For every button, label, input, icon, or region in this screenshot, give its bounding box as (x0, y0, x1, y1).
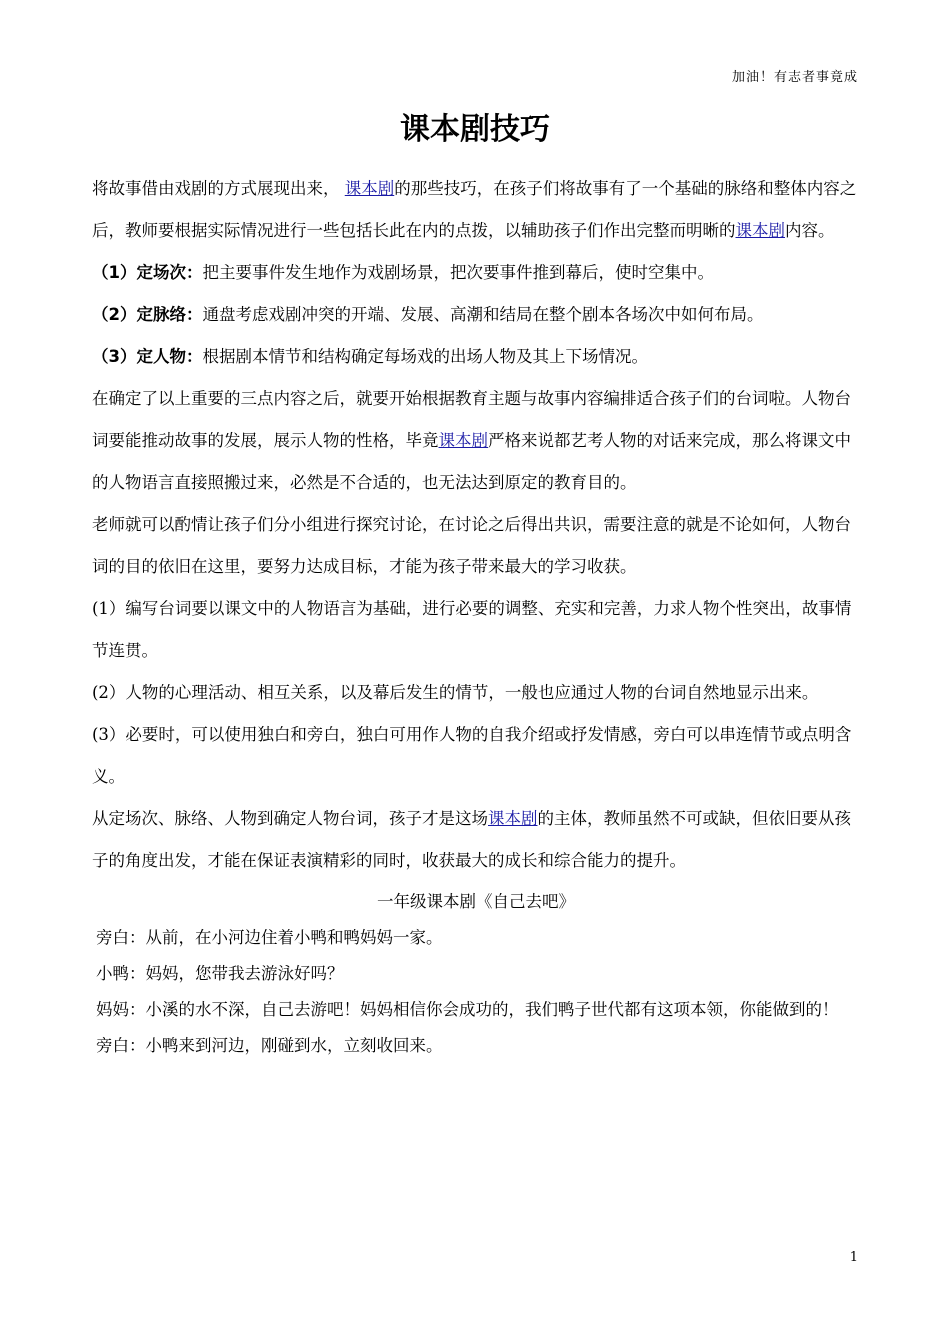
conclusion-paragraph (92, 798, 860, 882)
play-title: 一年级课本剧《自己去吧》 (377, 892, 575, 911)
intro-text-middle: 的那些技巧，在孩子们将故事有了一个基础的脉络和整体内容之后，教师要根据实际情况进行一些包括长此在内的点拨，以辅助孩子们作出完整而明晰的 (92, 179, 857, 240)
step-text: 根据剧本情节和结构确定每场戏的出场人物及其上下场情况。 (202, 347, 648, 366)
conclusion-end: 的主体，教师虽然不可或缺，但依旧要从孩子的角度出发，才能在保证表演精彩的同时，收获最大的成长和综合能力的提升。 (92, 809, 851, 870)
rule-item: (1）编写台词要以课文中的人物语言为基础，进行必要的调整、充实和完善，力求人物个性突出，故事情节连贯。 (92, 599, 852, 660)
dialogue-intro-start: 在确定了以上重要的三点内容之后，就要开始根据教育主题与故事内容编排适合孩子们的台词啦。人物台词要能推动故事的发展，展示人物的性格，毕竟 (92, 389, 851, 450)
dialogue-line: 小鸭：妈妈，您带我去游泳好吗？ (96, 964, 344, 983)
document-body (92, 168, 860, 1064)
conclusion-start: 从定场次、脉络、人物到确定人物台词，孩子才是这场 (92, 809, 488, 828)
step-item (92, 336, 860, 378)
step-label: （2）定脉络： (92, 305, 203, 324)
dialogue-line: 妈妈：小溪的水不深，自己去游吧！妈妈相信你会成功的，我们鸭子世代都有这项本领，你能做到的！ (96, 1000, 839, 1019)
dialogue-intro-end: 严格来说都艺考人物的对话来完成，那么将课文中的人物语言直接照搬过来，必然是不合适的，也无法达到原定的教育目的。 (92, 431, 851, 492)
step-item (92, 252, 860, 294)
intro-text-end: 内容。 (785, 221, 835, 240)
page-number: 1 (849, 1250, 858, 1265)
rule-item: (2）人物的心理活动、相互关系，以及幕后发生的情节，一般也应通过人物的台词自然地显示出来。 (92, 683, 819, 702)
dialogue-line: 旁白：小鸭来到河边，刚碰到水，立刻收回来。 (96, 1036, 443, 1055)
header-motto: 加油！有志者事竟成 (731, 70, 858, 85)
link-course-drama[interactable]: 课本剧 (344, 179, 395, 198)
teacher-paragraph: 老师就可以酌情让孩子们分小组进行探究讨论，在讨论之后得出共识，需要注意的就是不论如何，人物台词的目的依旧在这里，要努力达成目标，才能为孩子带来最大的学习收获。 (92, 515, 851, 576)
document-title: 课本剧技巧 (400, 112, 550, 147)
link-course-drama[interactable]: 课本剧 (735, 221, 785, 240)
intro-text-start: 将故事借由戏剧的方式展现出来， (92, 179, 340, 198)
link-course-drama[interactable]: 课本剧 (438, 431, 488, 450)
step-text: 把主要事件发生地作为戏剧场景，把次要事件推到幕后，使时空集中。 (202, 263, 714, 282)
step-text: 通盘考虑戏剧冲突的开端、发展、高潮和结局在整个剧本各场次中如何布局。 (202, 305, 764, 324)
link-course-drama[interactable]: 课本剧 (488, 809, 538, 828)
step-label: （3）定人物： (92, 347, 203, 366)
rule-item: (3）必要时，可以使用独白和旁白，独白可用作人物的自我介绍或抒发情感，旁白可以串连情节或点明含义。 (92, 725, 852, 786)
dialogue-line: 旁白：从前，在小河边住着小鸭和鸭妈妈一家。 (96, 928, 443, 947)
dialogue-intro-paragraph (92, 378, 860, 504)
step-item (92, 294, 860, 336)
intro-paragraph (92, 168, 860, 252)
step-label: （1）定场次： (92, 263, 203, 282)
